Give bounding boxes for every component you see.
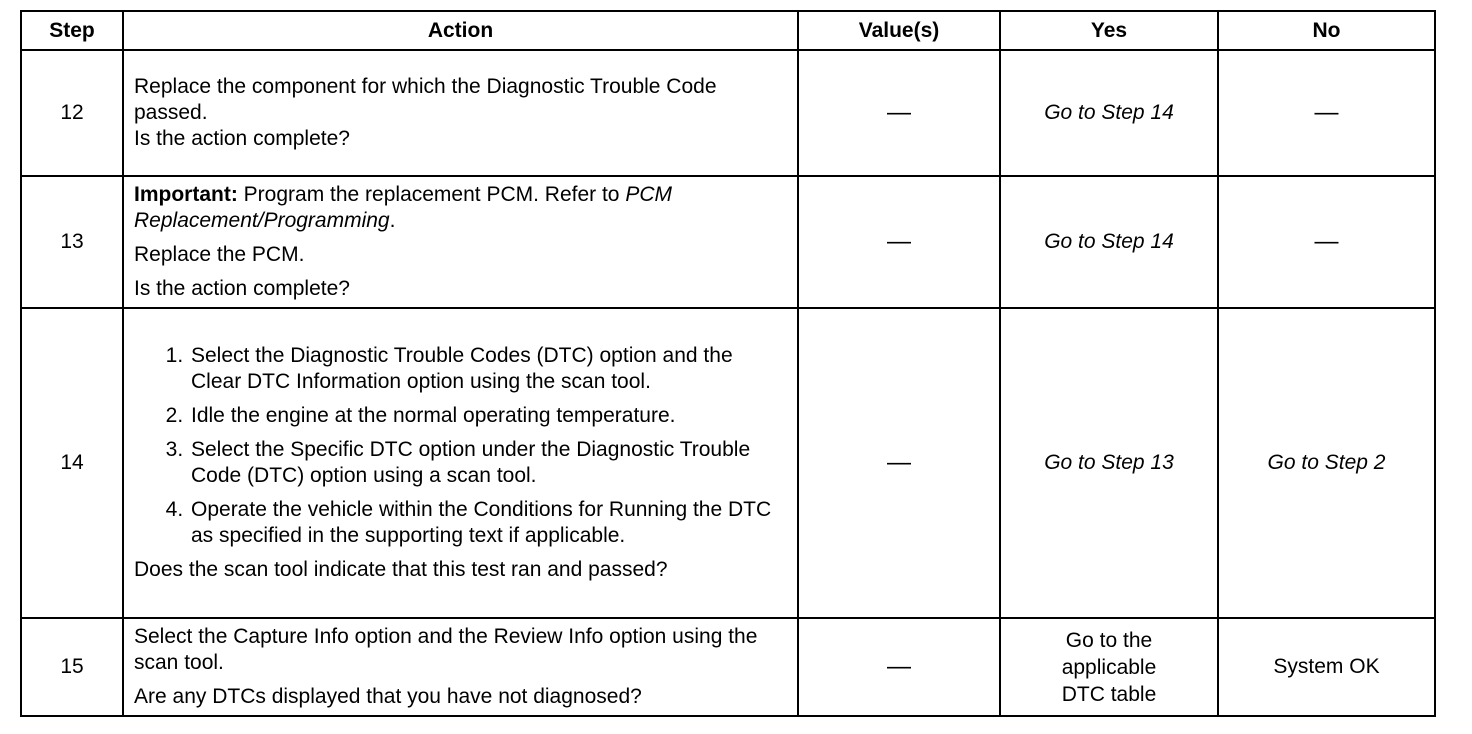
diagnostic-procedure-table [20,10,1436,717]
important-end: . [389,209,396,232]
value-cell: — [798,618,1000,716]
no-cell: — [1218,176,1435,308]
yes-cell [1000,618,1218,716]
header-no: No [1218,11,1435,50]
step-number: 14 [21,308,123,618]
action-question: Is the action complete? [134,277,350,300]
header-values: Value(s) [798,11,1000,50]
no-cell: Go to Step 2 [1218,308,1435,618]
yes-cell: Go to Step 13 [1000,308,1218,618]
action-question: Does the scan tool indicate that this test ran and passed? [134,558,668,581]
action-cell [123,176,798,308]
important-text: Program the replacement PCM. Refer to [237,183,626,206]
list-item: 1. Select the Diagnostic Trouble Codes (DTC) option and the Clear DTC Information option using the scan tool. [189,343,787,395]
important-note [134,182,787,234]
list-item: 3. Select the Specific DTC option under the Diagnostic Trouble Code (DTC) option using a scan tool. [189,437,787,489]
header-action: Action [123,11,798,50]
procedure-list [134,343,787,549]
list-item: 4. Operate the vehicle within the Conditions for Running the DTC as specified in the supporting text if applicable. [189,497,787,549]
table-row [21,50,1435,176]
action-cell [123,618,798,716]
header-row [21,11,1435,50]
action-question: Is the action complete? [134,127,350,150]
action-text: Select the Capture Info option and the Review Info option using the scan tool. [134,625,758,674]
no-cell: System OK [1218,618,1435,716]
table-row [21,618,1435,716]
important-label: Important: [134,183,238,206]
yes-line: applicable [1061,655,1157,679]
action-text: Replace the component for which the Diagnostic Trouble Code passed. [134,75,717,124]
step-number: 12 [21,50,123,176]
action-text: Replace the PCM. [134,243,305,266]
yes-cell: Go to Step 14 [1000,50,1218,176]
table-row [21,308,1435,618]
value-cell: — [798,308,1000,618]
yes-cell: Go to Step 14 [1000,176,1218,308]
important-reference: PCM Replacement/Programming [134,183,672,232]
header-step: Step [21,11,123,50]
value-cell: — [798,176,1000,308]
list-item: 2. Idle the engine at the normal operating temperature. [189,403,787,429]
yes-line: Go to the [1065,628,1153,652]
table-row [21,176,1435,308]
step-number: 13 [21,176,123,308]
action-cell [123,308,798,618]
step-number: 15 [21,618,123,716]
no-cell: — [1218,50,1435,176]
yes-line: DTC table [1061,682,1157,706]
action-question: Are any DTCs displayed that you have not diagnosed? [134,685,642,708]
action-cell [123,50,798,176]
value-cell: — [798,50,1000,176]
header-yes: Yes [1000,11,1218,50]
